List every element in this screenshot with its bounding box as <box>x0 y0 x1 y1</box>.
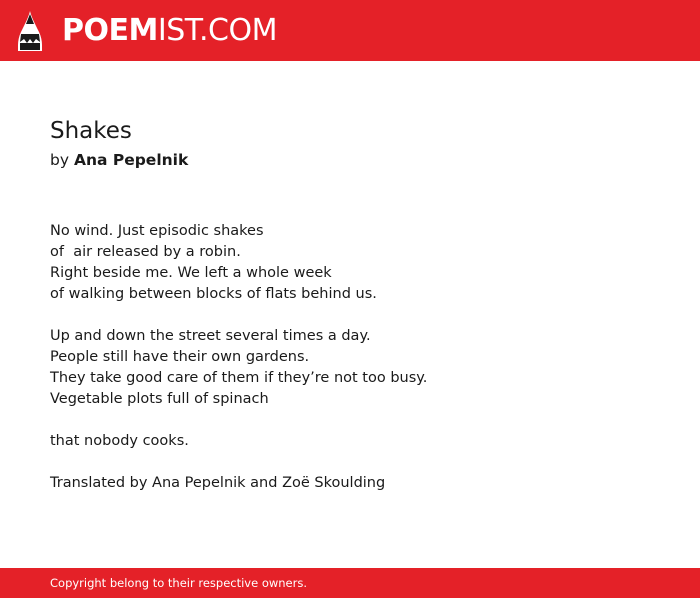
poem-line: Vegetable plots full of spinach <box>50 391 269 407</box>
poem-content <box>50 117 650 494</box>
poem-line: Up and down the street several times a day. <box>50 328 371 344</box>
poem-stanza <box>50 221 650 305</box>
site-header <box>0 0 700 61</box>
byline-prefix: by <box>50 151 70 169</box>
pencil-tip-icon <box>17 10 43 52</box>
poem-title: Shakes <box>50 118 132 144</box>
logo-wordmark-strong: POEM <box>62 12 158 48</box>
poem-body <box>50 221 650 494</box>
poem-line: No wind. Just episodic shakes <box>50 223 264 239</box>
poem-line: They take good care of them if they’re not too busy. <box>50 370 428 386</box>
poem-line: of walking between blocks of flats behind us. <box>50 286 377 302</box>
author-name: Ana Pepelnik <box>73 151 189 169</box>
logo-wordmark <box>62 12 277 48</box>
site-footer <box>0 568 700 598</box>
logo-wordmark-light: IST.COM <box>157 12 277 48</box>
poem-byline <box>50 150 650 170</box>
site-logo-link[interactable] <box>17 10 277 52</box>
poem-stanza <box>50 431 650 452</box>
poem-line: of air released by a robin. <box>50 244 241 260</box>
poem-line: People still have their own gardens. <box>50 349 310 365</box>
poem-line: Right beside me. We left a whole week <box>50 265 332 281</box>
copyright-text: Copyright belong to their respective owners. <box>50 576 308 590</box>
poem-stanza <box>50 326 650 410</box>
poem-line: that nobody cooks. <box>50 433 189 449</box>
translation-credit: Translated by Ana Pepelnik and Zoë Skoulding <box>50 475 386 491</box>
